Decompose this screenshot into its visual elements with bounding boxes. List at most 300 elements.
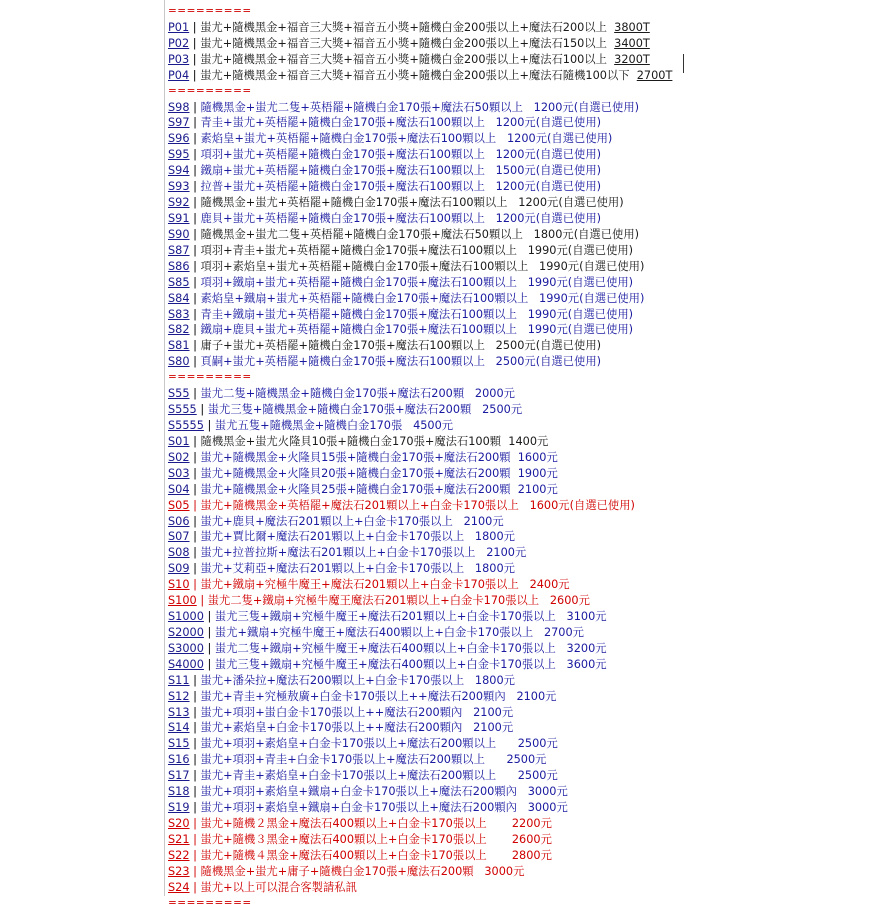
item-code-link[interactable]: S20 xyxy=(168,817,190,831)
item-code-link[interactable]: S12 xyxy=(168,689,190,703)
item-description: 蚩尤+以上可以混合客製請私訊 xyxy=(200,880,357,894)
item-code-link[interactable]: S01 xyxy=(168,434,190,448)
item-note: (自選已使用) xyxy=(535,148,602,162)
pipe-separator: | xyxy=(189,578,201,592)
pipe-separator: | xyxy=(189,864,201,878)
spacing xyxy=(496,769,518,782)
pipe-separator: | xyxy=(189,52,201,66)
item-price: 1990元 xyxy=(527,323,568,337)
listing-row xyxy=(168,864,888,880)
listing-row xyxy=(168,832,888,848)
item-price: 1800元 xyxy=(474,530,515,544)
spacing xyxy=(462,721,473,734)
item-price: 2500元 xyxy=(506,753,547,767)
listing-row xyxy=(168,68,888,84)
spacing xyxy=(496,737,518,750)
listing-row xyxy=(168,577,888,593)
pipe-separator: | xyxy=(189,116,201,130)
item-code-link[interactable]: S93 xyxy=(168,180,190,194)
listing-row xyxy=(168,52,888,68)
pipe-separator: | xyxy=(189,355,201,369)
item-description: 蚩尤+隨機黑金+火隆貝20張+隨機白金170張+魔法石200顆 xyxy=(200,466,511,480)
listing-row xyxy=(168,20,888,36)
item-code-link[interactable]: S2000 xyxy=(168,625,204,639)
item-price: 1600元 xyxy=(529,498,570,512)
pipe-separator: | xyxy=(189,801,201,815)
item-code-link[interactable]: S81 xyxy=(168,339,190,353)
spacing xyxy=(517,276,528,289)
pipe-separator: | xyxy=(189,498,201,512)
spacing xyxy=(485,148,496,161)
spacing xyxy=(464,562,475,575)
item-description: 蚩尤+隨機３黑金+魔法石400顆以上+白金卡170張以上 xyxy=(200,832,487,846)
listing-row xyxy=(168,36,888,52)
spacing xyxy=(464,530,475,543)
separator-line: ========= xyxy=(168,5,252,17)
item-price: 3200T xyxy=(614,52,650,66)
pipe-separator: | xyxy=(203,641,215,655)
item-code-link[interactable]: S96 xyxy=(168,132,190,146)
pipe-separator: | xyxy=(189,211,201,225)
item-code-link[interactable]: S555 xyxy=(168,403,197,417)
item-price: 1990元 xyxy=(527,275,568,289)
item-code-link[interactable]: S55 xyxy=(168,387,190,401)
listing-row xyxy=(168,338,888,354)
pipe-separator: | xyxy=(189,530,201,544)
item-code-link[interactable]: S02 xyxy=(168,450,190,464)
item-code-link[interactable]: P02 xyxy=(168,36,190,50)
pipe-separator: | xyxy=(189,68,201,82)
item-price: 3400T xyxy=(614,36,650,50)
item-description: 蚩尤+隨機黑金+福音三大獎+福音五小獎+隨機白金200張以上+魔法石200以上 xyxy=(200,20,607,34)
pipe-separator: | xyxy=(189,196,201,210)
item-price: 1600元 xyxy=(517,450,558,464)
item-description: 蚩尤+素焰皇+白金卡170張以上++魔法石200顆內 xyxy=(200,721,463,735)
item-price: 2100元 xyxy=(486,546,527,560)
pipe-separator: | xyxy=(189,275,201,289)
item-price: 2600元 xyxy=(511,832,552,846)
item-note: (自選已使用) xyxy=(567,323,634,337)
item-description: 蚩尤+賈比爾+魔法石201顆以上+白金卡170張以上 xyxy=(200,530,465,544)
item-description: 青圭+鐵扇+蚩尤+英梧罷+隨機白金170張+魔法石100顆以上 xyxy=(200,307,517,321)
spacing xyxy=(487,833,512,846)
pipe-separator: | xyxy=(189,880,201,894)
item-code-link[interactable]: S100 xyxy=(168,594,197,608)
spacing xyxy=(487,849,512,862)
item-description: 蚩尤+項羽+素焰皇+鐵扇+白金卡170張以上+魔法石200顆內 xyxy=(200,801,517,815)
item-code-link[interactable]: S23 xyxy=(168,864,190,878)
item-description: 項羽+鐵扇+蚩尤+英梧罷+隨機白金170張+魔法石100顆以上 xyxy=(200,275,517,289)
item-code-link[interactable]: S15 xyxy=(168,737,190,751)
item-description: 蚩尤+隨機４黑金+魔法石400顆以上+白金卡170張以上 xyxy=(200,848,487,862)
spacing xyxy=(519,499,530,512)
item-code-link[interactable]: S19 xyxy=(168,801,190,815)
item-price: 1200元 xyxy=(495,180,536,194)
spacing xyxy=(517,308,528,321)
listing-row xyxy=(168,100,888,116)
listing-row xyxy=(168,784,888,800)
pipe-separator: | xyxy=(189,227,201,241)
listing-row xyxy=(168,720,888,736)
pipe-separator: | xyxy=(189,36,201,50)
item-price: 1990元 xyxy=(539,291,580,305)
item-description: 蚩尤+項羽+蚩白金卡170張以上++魔法石200顆內 xyxy=(200,705,463,719)
spacing xyxy=(517,801,528,814)
item-description: 蚩尤二隻+鐵扇+究極牛魔王魔法石201顆以上+白金卡170張以上 xyxy=(207,594,540,608)
item-code-link[interactable]: S18 xyxy=(168,785,190,799)
pipe-separator: | xyxy=(189,132,201,146)
item-description: 蚩尤+鐵扇+究極牛魔王+魔法石400顆以上+白金卡170張以上 xyxy=(214,625,534,639)
item-code-link[interactable]: S17 xyxy=(168,769,190,783)
spacing xyxy=(556,642,567,655)
item-description: 隨機黑金+蚩尤+庸子+隨機白金170張+魔法石200顆 xyxy=(200,864,474,878)
listing-row xyxy=(168,466,888,482)
item-price: 2000元 xyxy=(474,387,515,401)
item-price: 2500元 xyxy=(495,339,536,353)
item-price: 3600元 xyxy=(566,657,607,671)
item-price: 1990元 xyxy=(527,307,568,321)
spacing xyxy=(539,594,550,607)
item-description: 蚩尤+青圭+素焰皇+白金卡170張以上+魔法石200顆以上 xyxy=(200,769,497,783)
listing-row xyxy=(168,625,888,641)
item-description: 項羽+蚩尤+英梧罷+隨機白金170張+魔法石100顆以上 xyxy=(200,148,485,162)
item-note: (自選已使用) xyxy=(547,132,613,146)
item-price: 1900元 xyxy=(517,466,558,480)
item-price: 2500元 xyxy=(495,355,536,369)
spacing xyxy=(511,483,518,496)
item-code-link[interactable]: S22 xyxy=(168,848,190,862)
item-price: 3200元 xyxy=(566,641,607,655)
spacing xyxy=(496,132,507,145)
item-description: 蚩尤+隨機黑金+火隆貝25張+隨機白金170張+魔法石200顆 xyxy=(200,482,511,496)
pipe-separator: | xyxy=(189,817,201,831)
item-price: 3000元 xyxy=(527,801,568,815)
item-note: (自選已使用) xyxy=(535,180,602,194)
item-price: 3000元 xyxy=(484,864,525,878)
item-description: 蚩尤三隻+鐵扇+究極牛魔王+魔法石400顆以上+白金卡170張以上 xyxy=(214,657,556,671)
spacing xyxy=(519,578,530,591)
item-note: (自選已使用) xyxy=(579,291,645,305)
pipe-separator: | xyxy=(189,832,201,846)
listing-row xyxy=(168,482,888,498)
item-note: (自選已使用) xyxy=(569,498,635,512)
item-price: 1200元 xyxy=(506,132,548,146)
listing-row xyxy=(168,354,888,370)
item-description: 素焰皇+蚩尤+英梧罷+隨機白金170張+魔法石100顆以上 xyxy=(200,132,497,146)
item-code-link[interactable]: S84 xyxy=(168,291,190,305)
spacing xyxy=(475,546,486,559)
item-description: 蚩尤+鐵扇+究極牛魔王+魔法石201顆以上+白金卡170張以上 xyxy=(200,578,519,592)
spacing xyxy=(506,690,517,703)
item-note: (自選已使用) xyxy=(535,211,602,225)
spacing xyxy=(517,244,528,257)
item-description: 蚩尤二隻+鐵扇+究極牛魔王+魔法石400顆以上+白金卡170張以上 xyxy=(214,641,556,655)
item-price: 2100元 xyxy=(473,721,514,735)
listing-row xyxy=(168,307,888,323)
separator-line: ========= xyxy=(168,84,252,97)
spacing xyxy=(487,817,512,830)
item-code-link[interactable]: S09 xyxy=(168,562,190,576)
spacing xyxy=(485,164,496,177)
item-price: 1200元 xyxy=(533,100,574,114)
item-code-link[interactable]: S13 xyxy=(168,705,190,719)
left-divider-line xyxy=(164,0,165,896)
listing-row xyxy=(168,131,888,147)
item-code-link[interactable]: S16 xyxy=(168,753,190,767)
item-price: 1200元 xyxy=(495,211,536,225)
item-description: 鐵扇+蚩尤+英梧罷+隨機白金170張+魔法石100顆以上 xyxy=(200,164,485,178)
pipe-separator: | xyxy=(189,259,201,273)
spacing xyxy=(528,292,539,305)
pipe-separator: | xyxy=(196,403,208,417)
item-code-link[interactable]: S94 xyxy=(168,164,190,178)
spacing xyxy=(511,467,518,480)
pipe-separator: | xyxy=(189,339,201,353)
item-code-link[interactable]: S87 xyxy=(168,243,190,257)
item-description: 蚩尤+隨機黑金+福音三大獎+福音五小獎+隨機白金200張以上+魔法石100以上 xyxy=(200,52,607,66)
listing-row xyxy=(168,752,888,768)
listing-row xyxy=(168,211,888,227)
item-code-link[interactable]: S4000 xyxy=(168,657,204,671)
listing-row xyxy=(168,259,888,275)
item-price: 2100元 xyxy=(517,482,558,496)
spacing xyxy=(474,865,485,878)
item-code-link[interactable]: P03 xyxy=(168,52,190,66)
item-price: 2800元 xyxy=(511,848,552,862)
listing-row xyxy=(168,689,888,705)
listing-row xyxy=(168,768,888,784)
item-description: 蚩尤+潘朵拉+魔法石200顆以上+白金卡170張以上 xyxy=(200,673,465,687)
item-code-link[interactable]: S05 xyxy=(168,498,190,512)
spacing xyxy=(485,212,496,225)
spacing xyxy=(485,753,507,766)
item-price: 2100元 xyxy=(516,689,557,703)
listing-row xyxy=(168,880,888,896)
listing-row xyxy=(168,657,888,673)
item-note: (自選已使用) xyxy=(535,339,602,353)
item-code-link[interactable]: S24 xyxy=(168,880,190,894)
listing-row xyxy=(168,386,888,402)
item-code-link[interactable]: S11 xyxy=(168,673,190,687)
item-price: 2500元 xyxy=(517,737,558,751)
item-code-link[interactable]: S97 xyxy=(168,116,190,130)
item-code-link[interactable]: S06 xyxy=(168,514,190,528)
item-description: 鹿貝+蚩尤+英梧罷+隨機白金170張+魔法石100顆以上 xyxy=(200,211,485,225)
pipe-separator: | xyxy=(189,721,201,735)
item-description: 蚩尤+隨機黑金+火隆貝15張+隨機白金170張+魔法石200顆 xyxy=(200,450,511,464)
pipe-separator: | xyxy=(189,673,201,687)
item-price: 1990元 xyxy=(539,259,580,273)
item-price: 4500元 xyxy=(413,418,454,432)
item-price: 2100元 xyxy=(463,514,504,528)
item-description: 鐵扇+鹿貝+蚩尤+英梧罷+隨機白金170張+魔法石100顆以上 xyxy=(200,323,517,337)
listing-row xyxy=(168,498,888,514)
item-code-link[interactable]: S5555 xyxy=(168,418,204,432)
item-code-link[interactable]: S04 xyxy=(168,482,190,496)
item-code-link[interactable]: S85 xyxy=(168,275,190,289)
item-description: 蚩尤+艾莉亞+魔法石201顆以上+白金卡170張以上 xyxy=(200,562,465,576)
item-description: 蚩尤+鹿貝+魔法石201顆以上+白金卡170張以上 xyxy=(200,514,453,528)
item-code-link[interactable]: S08 xyxy=(168,546,190,560)
item-code-link[interactable]: P01 xyxy=(168,20,190,34)
listing-row xyxy=(168,450,888,466)
listing-row xyxy=(168,291,888,307)
item-code-link[interactable]: S03 xyxy=(168,466,190,480)
item-price: 2200元 xyxy=(511,817,552,831)
listing-document xyxy=(168,4,888,912)
spacing xyxy=(485,180,496,193)
separator-line: ========= xyxy=(168,371,252,384)
item-note: (自選已使用) xyxy=(579,259,645,273)
item-code-link[interactable]: S91 xyxy=(168,211,190,225)
pipe-separator: | xyxy=(189,848,201,862)
item-description: 蚩尤+隨機黑金+福音三大獎+福音五小獎+隨機白金200張以上+魔法石150以上 xyxy=(200,36,607,50)
spacing xyxy=(511,451,518,464)
item-description: 頁嗣+蚩尤+英梧罷+隨機白金170張+魔法石100顆以上 xyxy=(200,355,485,369)
item-note: (自選已使用) xyxy=(535,116,602,130)
item-note: (自選已使用) xyxy=(535,164,602,178)
pipe-separator: | xyxy=(189,514,201,528)
spacing xyxy=(485,355,496,368)
item-code-link[interactable]: S86 xyxy=(168,259,190,273)
item-price: 2400元 xyxy=(529,578,570,592)
listing-row xyxy=(168,179,888,195)
pipe-separator: | xyxy=(189,434,201,448)
item-description: 蚩尤二隻+隨機黑金+隨機白金170張+魔法石200顆 xyxy=(200,387,465,401)
spacing xyxy=(453,515,464,528)
item-price: 2700T xyxy=(636,68,673,82)
listing-row xyxy=(168,147,888,163)
listing-row xyxy=(168,195,888,211)
item-price: 2500元 xyxy=(482,403,523,417)
listing-row xyxy=(168,402,888,418)
item-description: 蚩尤五隻+隨機黑金+隨機白金170張 xyxy=(214,418,403,432)
pipe-separator: | xyxy=(203,610,215,624)
item-code-link[interactable]: S90 xyxy=(168,227,190,241)
pipe-separator: | xyxy=(203,625,215,639)
item-price: 2700元 xyxy=(543,625,584,639)
item-description: 蚩尤+拉普拉斯+魔法石201顆以上+白金卡170張以上 xyxy=(200,546,476,560)
spacing xyxy=(471,403,482,416)
spacing xyxy=(630,69,637,82)
item-price: 1200元 xyxy=(495,148,536,162)
pipe-separator: | xyxy=(189,753,201,767)
item-description: 隨機黑金+蚩尤火隆貝10張+隨機白金170張+魔法石100顆 xyxy=(200,434,502,448)
item-description: 隨機黑金+蚩尤+英梧罷+隨機白金170張+魔法石100顆以上 xyxy=(200,196,508,210)
listing-row xyxy=(168,275,888,291)
item-code-link[interactable]: P04 xyxy=(168,68,190,82)
item-price: 1800元 xyxy=(474,673,515,687)
item-note: (自選已使用) xyxy=(567,275,634,289)
pipe-separator: | xyxy=(189,180,201,194)
item-description: 蚩尤三隻+隨機黑金+隨機白金170張+魔法石200顆 xyxy=(207,403,472,417)
pipe-separator: | xyxy=(189,323,201,337)
item-description: 蚩尤+隨機黑金+福音三大獎+福音五小獎+隨機白金200張以上+魔法石隨機100以下 xyxy=(200,68,630,82)
item-price: 1800元 xyxy=(474,562,515,576)
spacing xyxy=(523,101,534,114)
item-price: 1200元 xyxy=(495,116,536,130)
listing-row xyxy=(168,673,888,689)
spacing xyxy=(533,626,544,639)
spacing xyxy=(556,658,567,671)
item-code-link[interactable]: S83 xyxy=(168,307,190,321)
listing-row xyxy=(168,434,888,450)
pipe-separator: | xyxy=(189,466,201,480)
item-price: 3100元 xyxy=(566,610,607,624)
item-price: 3000元 xyxy=(527,785,568,799)
item-code-link[interactable]: S95 xyxy=(168,148,190,162)
item-code-link[interactable]: S21 xyxy=(168,832,190,846)
spacing xyxy=(485,339,496,352)
pipe-separator: | xyxy=(203,657,215,671)
spacing xyxy=(464,387,475,400)
item-description: 拉普+蚩尤+英梧罷+隨機白金170張+魔法石100顆以上 xyxy=(200,180,485,194)
spacing xyxy=(462,706,473,719)
listing-row xyxy=(168,816,888,832)
pipe-separator: | xyxy=(189,689,201,703)
item-price: 3800T xyxy=(614,20,650,34)
item-price: 2100元 xyxy=(473,705,514,719)
item-description: 素焰皇+鐵扇+蚩尤+英梧罷+隨機白金170張+魔法石100顆以上 xyxy=(200,291,529,305)
listing-row xyxy=(168,514,888,530)
pipe-separator: | xyxy=(189,20,201,34)
listing-row xyxy=(168,800,888,816)
separator-line: ========= xyxy=(168,896,252,909)
item-code-link[interactable]: S1000 xyxy=(168,610,204,624)
spacing xyxy=(556,610,567,623)
listing-row xyxy=(168,227,888,243)
listing-row xyxy=(168,641,888,657)
listing-row xyxy=(168,115,888,131)
item-description: 青圭+蚩尤+英梧罷+隨機白金170張+魔法石100顆以上 xyxy=(200,116,485,130)
item-note: (自選已使用) xyxy=(573,100,640,114)
listing-row xyxy=(168,418,888,434)
item-price: 1400元 xyxy=(508,434,549,448)
item-note: (自選已使用) xyxy=(567,307,634,321)
item-code-link[interactable]: S82 xyxy=(168,323,190,337)
listing-row xyxy=(168,529,888,545)
item-description: 蚩尤+青圭+究極敖廣+白金卡170張以上++魔法石200顆內 xyxy=(200,689,506,703)
item-price: 2500元 xyxy=(517,769,558,783)
pipe-separator: | xyxy=(189,450,201,464)
item-code-link[interactable]: S07 xyxy=(168,530,190,544)
spacing xyxy=(528,260,539,273)
item-description: 隨機黑金+蚩尤二隻+英梧罷+隨機白金170張+魔法石50顆以上 xyxy=(200,227,523,241)
spacing xyxy=(507,196,518,209)
item-code-link[interactable]: S80 xyxy=(168,355,190,369)
item-code-link[interactable]: S14 xyxy=(168,721,190,735)
item-price: 1500元 xyxy=(495,164,536,178)
pipe-separator: | xyxy=(189,705,201,719)
item-code-link[interactable]: S98 xyxy=(168,100,190,114)
item-code-link[interactable]: S92 xyxy=(168,196,190,210)
listing-row xyxy=(168,593,888,609)
item-price: 1990元 xyxy=(527,243,568,257)
item-code-link[interactable]: S3000 xyxy=(168,641,204,655)
item-price: 1200元 xyxy=(518,196,559,210)
listing-row xyxy=(168,545,888,561)
item-price: 2600元 xyxy=(549,594,590,608)
listing-row xyxy=(168,609,888,625)
item-code-link[interactable]: S10 xyxy=(168,578,190,592)
spacing xyxy=(485,116,496,129)
listing-row xyxy=(168,848,888,864)
item-description: 蚩尤三隻+鐵扇+究極牛魔王+魔法石201顆以上+白金卡170張以上 xyxy=(214,610,556,624)
item-note: (自選已使用) xyxy=(573,227,640,241)
listing-row xyxy=(168,163,888,179)
item-note: (自選已使用) xyxy=(567,243,634,257)
spacing xyxy=(523,228,534,241)
